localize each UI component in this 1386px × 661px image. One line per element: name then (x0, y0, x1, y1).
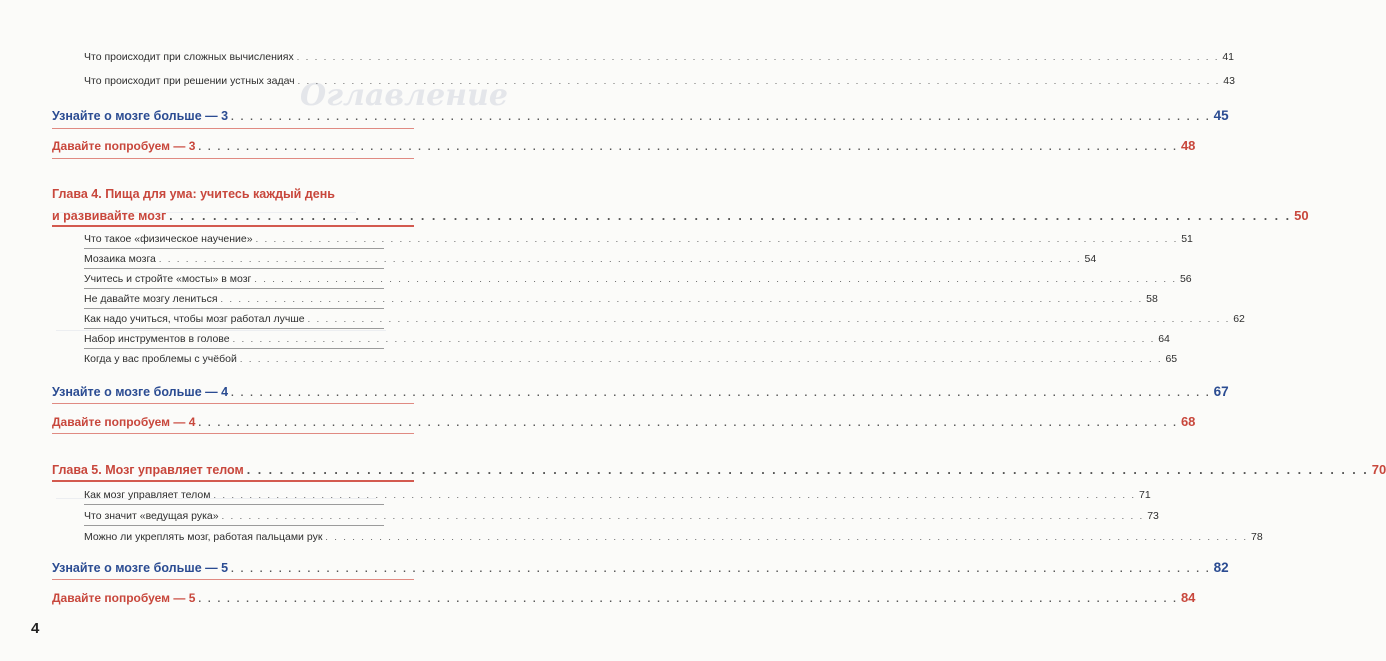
toc-entry (84, 273, 1192, 285)
entry-separator (84, 504, 384, 505)
entry-separator (84, 288, 384, 289)
try-5-page: 84 (1180, 590, 1196, 605)
toc-entry-page: 62 (1233, 313, 1245, 325)
chapter-4-title-line2 (52, 208, 1309, 223)
toc-entry (84, 253, 1097, 265)
toc-entry (84, 510, 1159, 522)
leader-dots (159, 254, 1082, 264)
chapter-underline (52, 480, 414, 482)
toc-entry-page: 54 (1084, 253, 1097, 265)
toc-entry-page: 65 (1165, 353, 1178, 365)
toc-entry (84, 293, 1158, 305)
leader-dots (233, 334, 1156, 344)
toc-entry-title: Мозаика мозга (84, 253, 156, 265)
chapter-4-title-line1: Глава 4. Пища для ума: учитесь каждый день (52, 187, 335, 201)
toc-entry-title: Набор инструментов в голове (84, 333, 230, 345)
leader-dots (213, 490, 1136, 500)
learn-more-5-title: Узнайте о мозге больше — 5 (52, 561, 229, 575)
toc-entry (84, 51, 1235, 63)
try-4-page: 68 (1180, 414, 1196, 429)
leader-dots (222, 511, 1145, 521)
section-divider (52, 403, 414, 404)
learn-more-4-page: 67 (1213, 384, 1229, 399)
toc-entry (84, 489, 1151, 501)
toc-entry-title: Можно ли укреплять мозг, работая пальцами рук (84, 531, 323, 543)
toc-entry-page: 73 (1147, 510, 1159, 522)
show-through-title: Оглавление (300, 78, 508, 113)
toc-entry (84, 531, 1263, 543)
leader-dots (198, 142, 1178, 153)
learn-more-4-entry (52, 384, 1229, 399)
toc-entry (84, 353, 1178, 365)
entry-separator (84, 348, 384, 349)
leader-dots (256, 234, 1179, 244)
try-5-entry (52, 590, 1196, 605)
leader-dots (198, 418, 1178, 429)
leader-dots (231, 388, 1211, 399)
section-divider (52, 433, 414, 434)
toc-entry-page: 71 (1139, 489, 1151, 501)
toc-entry-page: 43 (1223, 75, 1235, 87)
entry-separator (84, 248, 384, 249)
learn-more-5-page: 82 (1213, 560, 1229, 575)
learn-more-3-entry (52, 108, 1229, 123)
toc-entry-title: Как мозг управляет телом (84, 489, 211, 501)
toc-entry-page: 41 (1222, 51, 1235, 63)
leader-dots (231, 112, 1211, 123)
section-divider (52, 158, 414, 159)
toc-entry (84, 233, 1193, 245)
try-5-title: Давайте попробуем — 5 (52, 591, 196, 605)
leader-dots (240, 354, 1163, 364)
chapter-5-page: 70 (1371, 462, 1386, 477)
section-divider (52, 128, 414, 129)
chapter-underline (52, 225, 414, 227)
toc-entry-page: 51 (1181, 233, 1193, 245)
learn-more-5-entry (52, 560, 1229, 575)
toc-entry-page: 56 (1179, 273, 1192, 285)
learn-more-3-title: Узнайте о мозге больше — 3 (52, 109, 229, 123)
section-divider (52, 579, 414, 580)
toc-entry-title: Что такое «физическое научение» (84, 233, 253, 245)
toc-entry-page: 64 (1158, 333, 1170, 345)
try-4-title: Давайте попробуем — 4 (52, 415, 196, 429)
learn-more-3-page: 45 (1213, 108, 1229, 123)
leader-dots (169, 209, 1291, 223)
toc-entry (84, 313, 1245, 325)
leader-dots (325, 532, 1248, 542)
entry-separator (84, 328, 384, 329)
try-4-entry (52, 414, 1196, 429)
chapter-4-title: и развивайте мозг (52, 209, 167, 223)
leader-dots (231, 564, 1211, 575)
toc-entry (84, 75, 1235, 87)
toc-entry-title: Когда у вас проблемы с учёбой (84, 353, 237, 365)
entry-separator (84, 308, 384, 309)
show-through-line (56, 330, 386, 331)
leader-dots (198, 594, 1178, 605)
leader-dots (298, 76, 1221, 86)
toc-entry-title: Не давайте мозгу лениться (84, 293, 218, 305)
leader-dots (308, 314, 1231, 324)
toc-entry-title: Что происходит при решении устных задач (84, 75, 295, 87)
toc-entry-title: Что значит «ведущая рука» (84, 510, 219, 522)
leader-dots (254, 274, 1177, 284)
leader-dots (247, 463, 1369, 477)
chapter-4-page: 50 (1294, 208, 1309, 223)
try-3-entry (52, 138, 1196, 153)
try-3-page: 48 (1180, 138, 1196, 153)
page-number: 4 (31, 620, 40, 637)
entry-separator (84, 525, 384, 526)
toc-entry (84, 333, 1170, 345)
learn-more-4-title: Узнайте о мозге больше — 4 (52, 385, 229, 399)
chapter-5-entry (52, 462, 1386, 477)
leader-dots (221, 294, 1144, 304)
toc-entry-page: 58 (1146, 293, 1158, 305)
toc-entry-title: Что происходит при сложных вычислениях (84, 51, 294, 63)
chapter-5-title: Глава 5. Мозг управляет телом (52, 463, 244, 477)
entry-separator (84, 268, 384, 269)
toc-entry-page: 78 (1251, 531, 1263, 543)
toc-entry-title: Как надо учиться, чтобы мозг работал лучше (84, 313, 305, 325)
leader-dots (297, 52, 1220, 62)
try-3-title: Давайте попробуем — 3 (52, 139, 196, 153)
toc-entry-title: Учитесь и стройте «мосты» в мозг (84, 273, 252, 285)
